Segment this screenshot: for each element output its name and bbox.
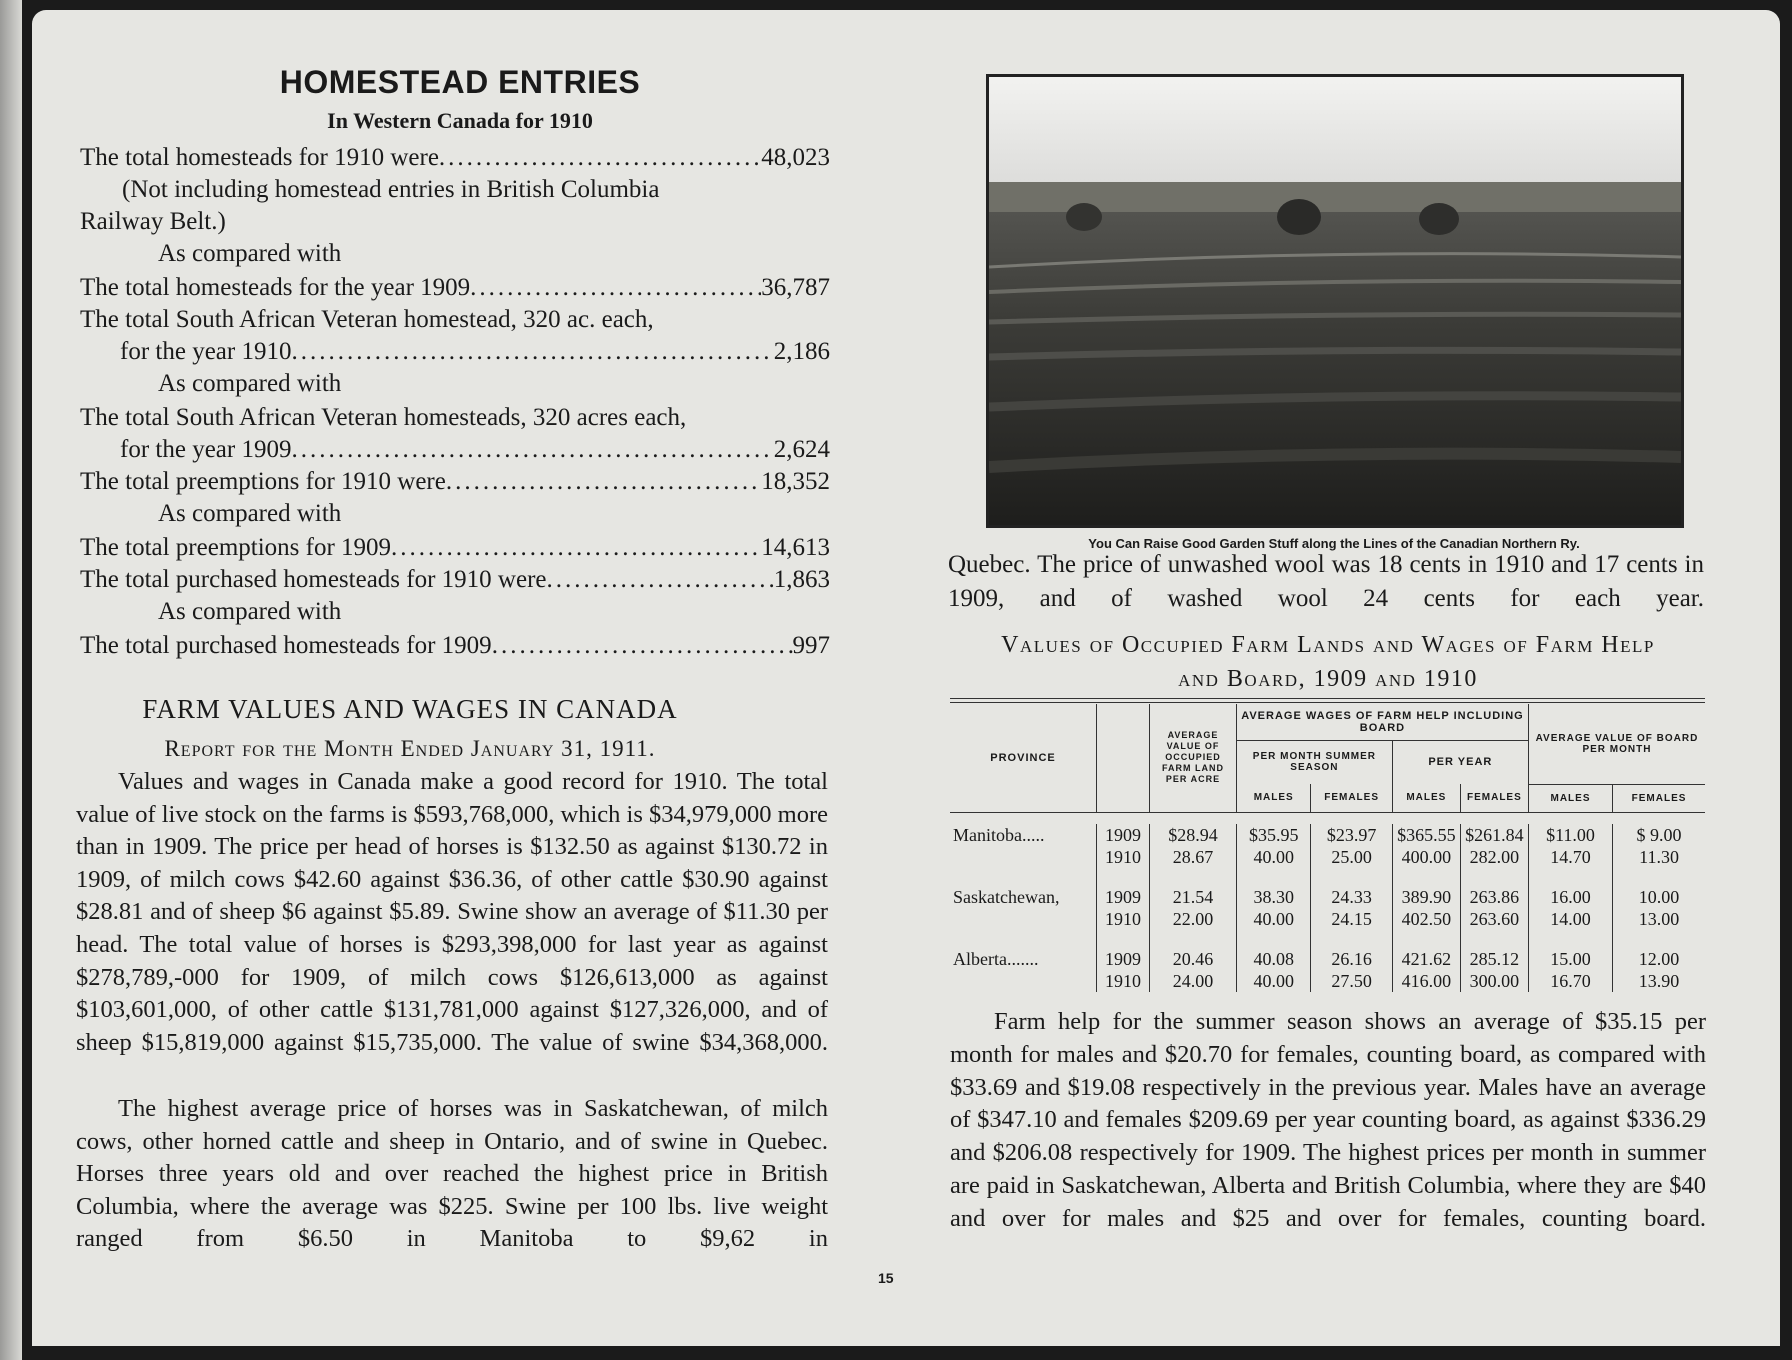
body-paragraph: Quebec. The price of unwashed wool was 18 cents in 1910 and 17 cents in 1909, and of washed wool 24 cents for each year.: [948, 551, 1704, 612]
entry-row: The total homesteads for the year 1909 ..... 36,787: [80, 272, 830, 304]
table-row: 1910 24.00 40.00 27.50 416.00 300.00 16.70 13.90: [950, 970, 1705, 992]
entry-note: The total South African Veteran homestead, 320 ac. each,: [80, 306, 654, 333]
farm-photo: [986, 74, 1684, 528]
page-number: 15: [878, 1270, 894, 1286]
entry-row: The total preemptions for 1910 were ..... 18,352: [80, 466, 830, 498]
wages-table: PROVINCE AVERAGE VALUE OF OCCUPIED FARM LAND PER ACRE AVERAGE WAGES OF FARM HELP INCLUDING BOARD AVERAGE VALUE OF BOARD PER MONTH PER MONTH SUMMER SEASON PER YEAR MALES FEMALES MALES FEMALES MALES FEMALES Manitoba..... 1909 $28.94 $35.95 $23.97 $365.55 $261.84 $11.00 $ 9.00 1910 28.67 40.00 25.00 400.00 282.00 14.70 11.30 Saskatchewan, 1909 21.54 38.30 24.33 389.90 263.86 16.00 10.00 1910 22.00 40.00 24.15 402.50 263.60 14.00 13.00 Alberta....... 1909 20.46 40.08 26.16 421.62 285.12 15.00 12.00 1910 24.00 40.00 27.50 416.00 300.00 16.70 13.90: [950, 704, 1705, 992]
page-title: HOMESTEAD ENTRIES: [279, 64, 641, 100]
table-row: Saskatchewan, 1909 21.54 38.30 24.33 389.90 263.86 16.00 10.00: [950, 886, 1705, 908]
col-avg-board: AVERAGE VALUE OF BOARD PER MONTH: [1528, 704, 1705, 784]
body-paragraph: The highest average price of horses was in Saskatchewan, of milch cows, other horned cattle and sheep in Ontario, and of swine in Quebec. Horses three years old and over reached the highest price in British Columbia, where the average was $225. Swine per 100 lbs. live weight ranged from $6.50 in Manitoba to $9,62 in: [76, 1095, 828, 1253]
table-row: 1910 22.00 40.00 24.15 402.50 263.60 14.00 13.00: [950, 908, 1705, 930]
entry-row: The total purchased homesteads for 1909 ..... 997: [80, 630, 830, 662]
compare-note: As compared with: [158, 598, 342, 625]
table-title: Values of Occupied Farm Lands and Wages of Farm Help and Board, 1909 and 1910: [1001, 632, 1655, 692]
table-row: Manitoba..... 1909 $28.94 $35.95 $23.97 $365.55 $261.84 $11.00 $ 9.00: [950, 824, 1705, 846]
col-land-value: AVERAGE VALUE OF OCCUPIED FARM LAND PER ACRE: [1150, 704, 1237, 812]
section-subtitle: Report for the Month Ended January 31, 1911.: [164, 736, 656, 761]
col-avg-wages: AVERAGE WAGES OF FARM HELP INCLUDING BOARD: [1237, 704, 1529, 740]
entry-row: for the year 1909 ..... 2,624: [120, 434, 830, 466]
entry-row: The total purchased homesteads for 1910 were ..... 1,863: [80, 564, 830, 596]
table-rule: [950, 702, 1705, 703]
table-row: 1910 28.67 40.00 25.00 400.00 282.00 14.70 11.30: [950, 846, 1705, 868]
entry-note: The total South African Veteran homesteads, 320 acres each,: [80, 404, 687, 431]
body-paragraph: Farm help for the summer season shows an average of $35.15 per month for males and $20.70 for females, counting board, as compared with $33.69 and $19.08 respectively in the previous year. Males have an average of $347.10 and females $209.69 per year counting board, as against $336.29 and $206.08 respectively for 1909. The highest prices per month in summer are paid in Saskatchewan, Alberta and British Columbia, where they are $40 and over for males and $25 and over for females, counting board.: [950, 1008, 1706, 1232]
body-paragraph: Values and wages in Canada make a good record for 1910. The total value of live stock on the farms is $593,768,000, which is $34,979,000 more than in 1909. The price per head of horses is $132.50 as against $130.72 in 1909, of milch cows $42.60 against $36.36, of other cattle $30.90 against $28.81 and of sheep $6 against $5.89. Swine show an average of $11.30 per head. The total value of horses is $293,398,000 for last year as against $278,789,-000 for 1909, of milch cows $126,613,000 as against $103,601,000, of other cattle $131,781,000 against $127,326,000, and of sheep $15,819,000 against $15,735,000. The value of swine $34,368,000.: [76, 768, 828, 1056]
table-rule: [950, 698, 1705, 699]
col-province: PROVINCE: [990, 751, 1056, 764]
col-per-year: PER YEAR: [1392, 740, 1528, 784]
entry-row: The total homesteads for 1910 were ..... 48,023: [80, 142, 830, 174]
entry-note: (Not including homestead entries in British Columbia: [122, 176, 660, 203]
col-per-month: PER MONTH SUMMER SEASON: [1237, 740, 1393, 784]
compare-note: As compared with: [158, 500, 342, 527]
field-photo-image: [989, 77, 1681, 525]
compare-note: As compared with: [158, 240, 342, 267]
table-row: Alberta....... 1909 20.46 40.08 26.16 421.62 285.12 15.00 12.00: [950, 948, 1705, 970]
page-subtitle: In Western Canada for 1910: [327, 108, 593, 133]
entry-note: Railway Belt.): [80, 208, 226, 235]
book-spine-edge: [0, 0, 22, 1360]
section-title: FARM VALUES AND WAGES IN CANADA: [142, 694, 678, 724]
photo-caption: You Can Raise Good Garden Stuff along the Lines of the Canadian Northern Ry.: [1088, 536, 1580, 551]
entry-row: for the year 1910 ..... 2,186: [120, 336, 830, 368]
entry-row: The total preemptions for 1909 ..... 14,613: [80, 532, 830, 564]
compare-note: As compared with: [158, 370, 342, 397]
